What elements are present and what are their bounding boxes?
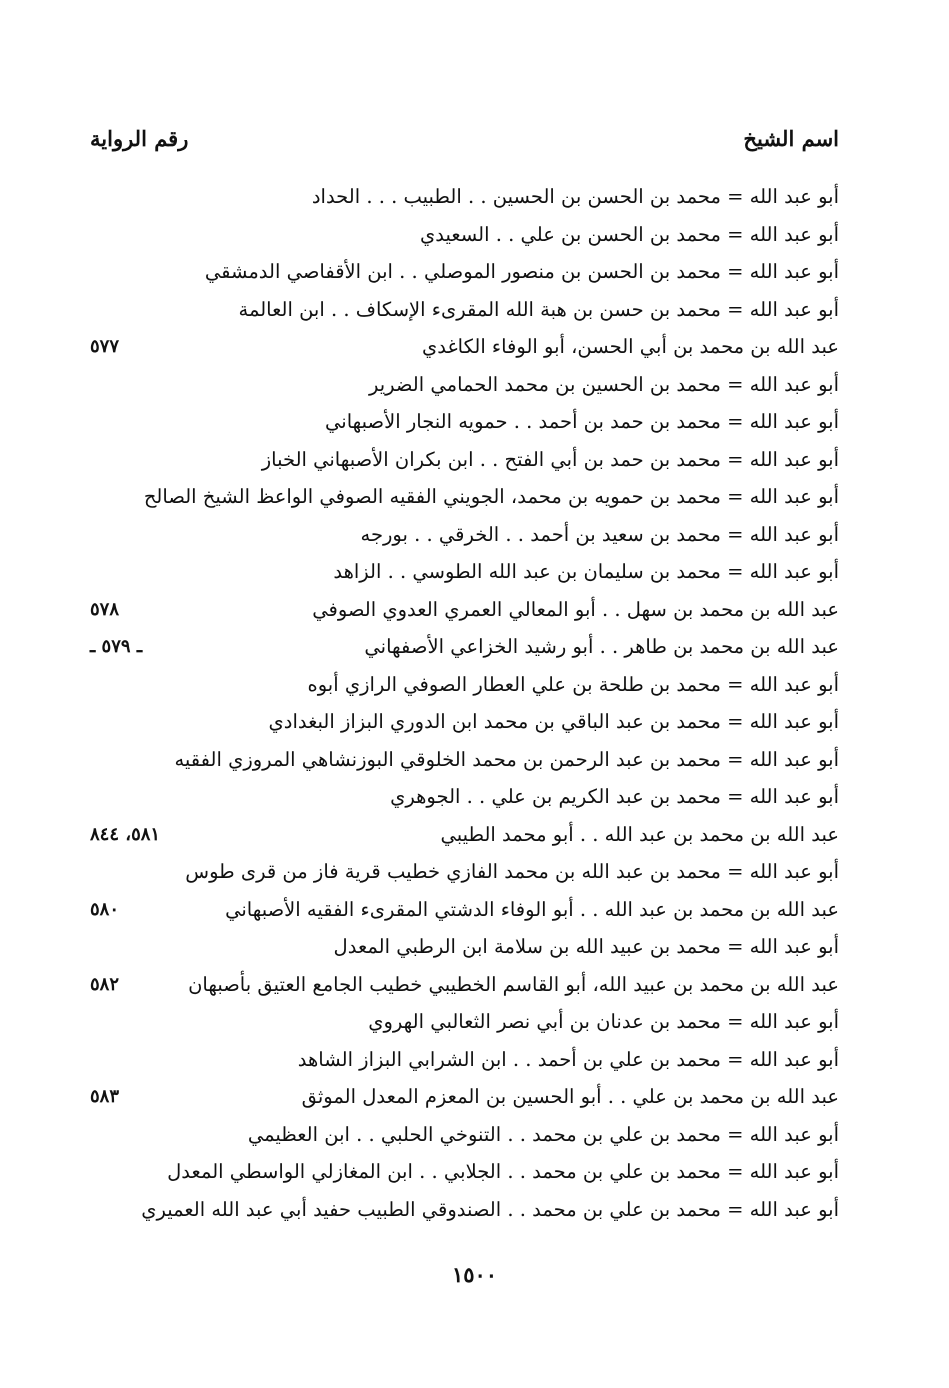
list-item <box>90 666 839 704</box>
list-item <box>90 928 839 966</box>
sheikh-name: عبد الله بن محمد بن علي . . أبو الحسين بن المعزم المعدل الموثق <box>301 1085 839 1109</box>
sheikh-name: أبو عبد الله = محمد بن عدنان بن أبي نصر الثعالبي الهروي <box>368 1010 839 1034</box>
list-item <box>90 366 839 404</box>
narration-number: ٥٨٢ <box>90 973 120 995</box>
table-header <box>90 118 839 158</box>
list-item <box>90 1041 839 1079</box>
sheikh-name: أبو عبد الله = محمد بن حمويه بن محمد، الجويني الفقيه الصوفي الواعظ الشيخ الصالح <box>143 485 839 509</box>
sheikh-name: أبو عبد الله = محمد بن سليمان بن عبد الله الطوسي . . الزاهد <box>333 560 839 584</box>
sheikh-name: أبو عبد الله = محمد بن علي بن محمد . . التنوخي الحلبي . . ابن العظيمي <box>247 1122 839 1146</box>
list-item <box>90 816 839 854</box>
list-item <box>90 853 839 891</box>
sheikh-name: أبو عبد الله = محمد بن علي بن محمد . . الصندوقي الطبيب حفيد أبي عبد الله العميري <box>141 1197 839 1221</box>
narration-number: ٥٨٠ <box>90 898 120 920</box>
sheikh-name: أبو عبد الله = محمد بن الحسن بن علي . . السعيدي <box>419 222 839 246</box>
list-item <box>90 703 839 741</box>
list-item <box>90 1078 839 1116</box>
sheikh-name: أبو عبد الله = محمد بن عبد الله بن محمد الفازي خطيب قرية فاز من قرى طوس <box>185 860 839 884</box>
sheikh-name: أبو عبد الله = محمد بن عبد الكريم بن علي . . الجوهري <box>390 785 839 809</box>
list-item <box>90 591 839 629</box>
list-item <box>90 291 839 329</box>
list-item <box>90 891 839 929</box>
sheikh-name: أبو عبد الله = محمد بن طلحة بن علي العطار الصوفي الرازي أبوه <box>307 672 839 696</box>
sheikh-name: أبو عبد الله = محمد بن حسن بن هبة الله المقرىء الإسكاف . . ابن العالمة <box>238 297 839 321</box>
sheikh-name: أبو عبد الله = محمد بن الحسين بن محمد الحمامي الضرير <box>368 372 839 396</box>
page-number: ١٥٠٠ <box>451 1262 498 1287</box>
list-item <box>90 216 839 254</box>
sheikh-name: أبو عبد الله = محمد بن عبد الرحمن بن محمد الخلوقي البوزنشاهي المروزي الفقيه <box>174 747 839 771</box>
list-item <box>90 628 839 666</box>
narration-number: ٥٧٨ <box>90 598 120 620</box>
sheikh-name: أبو عبد الله = محمد بن سعيد بن أحمد . . الخرقي . . بورجه <box>360 522 839 546</box>
narration-number: ـ ٥٧٩ ـ <box>90 636 143 658</box>
sheikh-name: عبد الله بن محمد بن عبد الله . . أبو محمد الطيبي <box>440 822 839 846</box>
list-item <box>90 516 839 554</box>
list-item <box>90 1116 839 1154</box>
sheikh-name-column-header: اسم الشيخ <box>743 125 839 151</box>
list-item <box>90 1191 839 1229</box>
list-item <box>90 441 839 479</box>
sheikh-name: عبد الله بن محمد بن عبد الله . . أبو الوفاء الدشتي المقرىء الفقيه الأصبهاني <box>225 897 839 921</box>
narration-number: ٥٨٣ <box>90 1086 120 1108</box>
sheikh-name: أبو عبد الله = محمد بن عبد الباقي بن محمد ابن الدوري البزاز البغدادي <box>268 710 839 734</box>
sheikh-name: أبو عبد الله = محمد بن حمد بن أبي الفتح . . ابن بكران الأصبهاني الخباز <box>261 447 839 471</box>
list-item <box>90 253 839 291</box>
list-item <box>90 966 839 1004</box>
list-item <box>90 178 839 216</box>
list-item <box>90 553 839 591</box>
sheikh-name: أبو عبد الله = محمد بن حمد بن أحمد . . حمويه النجار الأصبهاني <box>325 410 839 434</box>
list-item <box>90 328 839 366</box>
list-item <box>90 778 839 816</box>
sheikh-name: عبد الله بن محمد بن طاهر . . أبو رشيد الخزاعي الأصفهاني <box>364 635 839 659</box>
list-item <box>90 741 839 779</box>
list-item <box>90 1003 839 1041</box>
sheikh-entries-list <box>90 178 839 1228</box>
narration-number-column-header: رقم الرواية <box>90 125 189 151</box>
sheikh-name: أبو عبد الله = محمد بن الحسن بن منصور الموصلي . . ابن الأقفاصي الدمشقي <box>204 260 839 284</box>
list-item <box>90 478 839 516</box>
sheikh-name: أبو عبد الله = محمد بن علي بن محمد . . الجلابي . . ابن المغازلي الواسطي المعدل <box>167 1160 839 1184</box>
list-item <box>90 1153 839 1191</box>
list-item <box>90 403 839 441</box>
sheikh-name: عبد الله بن محمد بن عبيد الله، أبو القاسم الخطيبي خطيب الجامع العتيق بأصبهان <box>188 972 839 996</box>
narration-number: ٥٨١، ٨٤٤ <box>90 823 161 845</box>
narration-number: ٥٧٧ <box>90 336 120 358</box>
sheikh-name: أبو عبد الله = محمد بن الحسن بن الحسين . . الطبيب . . . الحداد <box>311 185 839 209</box>
sheikh-name: عبد الله بن محمد بن أبي الحسن، أبو الوفاء الكاغدي <box>421 335 839 359</box>
sheikh-name: عبد الله بن محمد بن سهل . . أبو المعالي العمري العدوي الصوفي <box>312 597 839 621</box>
sheikh-name: أبو عبد الله = محمد بن عبيد الله بن سلامة ابن الرطبي المعدل <box>333 935 839 959</box>
sheikh-name: أبو عبد الله = محمد بن علي بن أحمد . . ابن الشرابي البزاز الشاهد <box>297 1047 839 1071</box>
